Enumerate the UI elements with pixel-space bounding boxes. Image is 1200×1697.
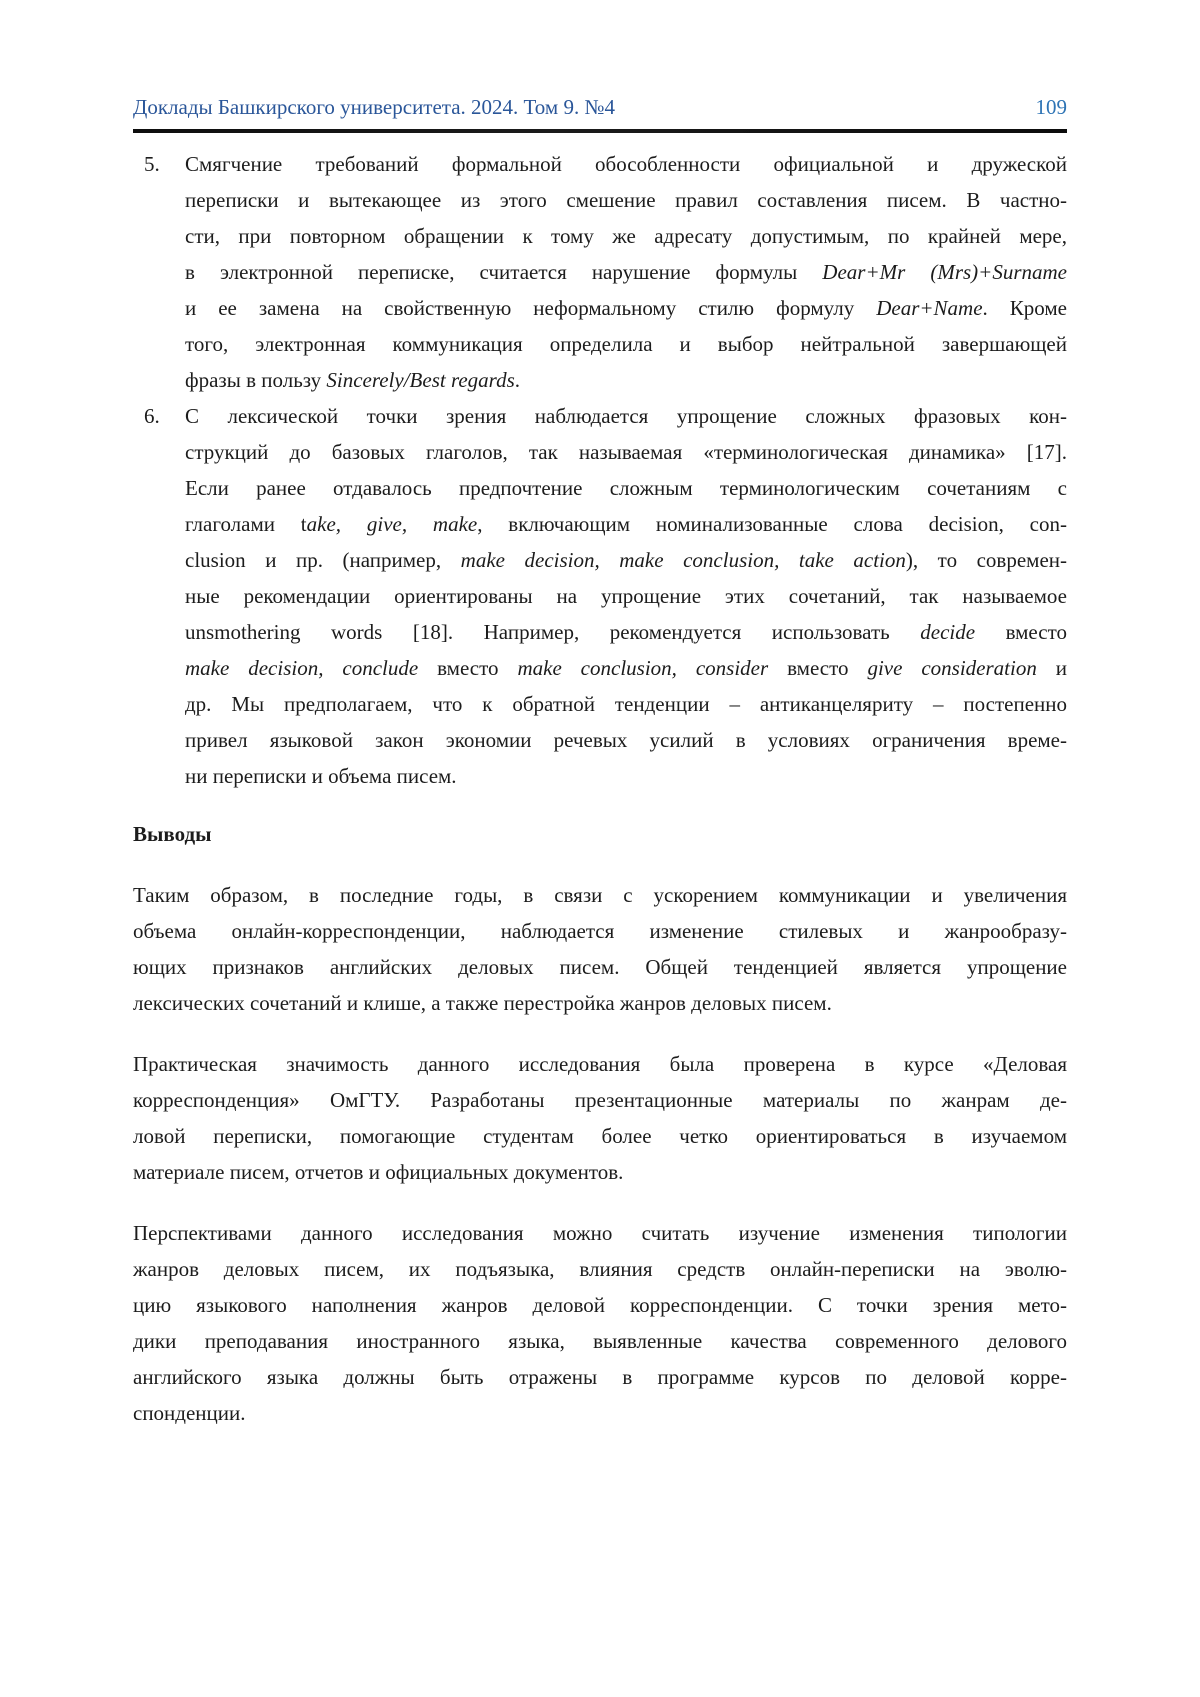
text-line: сти, при повторном обращении к тому же адресату допустимым, по крайней мере, (185, 224, 1067, 248)
text-line: дики преподавания иностранного языка, выявленные качества современного делового (133, 1329, 1067, 1353)
text-line: корреспонденция» ОмГТУ. Разработаны презентационные материалы по жанрам де- (133, 1088, 1067, 1112)
text-line: струкций до базовых глаголов, так называемая «терминологическая динамика» [17]. (185, 440, 1067, 464)
text-line: объема онлайн-корреспонденции, наблюдается изменение стилевых и жанрообразу- (133, 919, 1067, 943)
text-line: привел языковой закон экономии речевых усилий в условиях ограничения време- (185, 728, 1067, 752)
text-line: unsmothering words [18]. Например, рекомендуется использовать decide вместо (185, 620, 1067, 644)
list-item-5 (133, 146, 1067, 398)
text-line: ющих признаков английских деловых писем. Общей тенденцией является упрощение (133, 955, 1067, 979)
conclusions-paragraph (133, 877, 1067, 1021)
text-line: ловой переписки, помогающие студентам более четко ориентироваться в изучаемом (133, 1124, 1067, 1148)
text-line: С лексической точки зрения наблюдается упрощение сложных фразовых кон- (185, 404, 1067, 428)
text-line: английского языка должны быть отражены в программе курсов по деловой корре- (133, 1365, 1067, 1389)
text-line: лексических сочетаний и клише, а также перестройка жанров деловых писем. (133, 991, 832, 1015)
list-item-text (185, 146, 1067, 398)
text-line: жанров деловых писем, их подъязыка, влияния средств онлайн-переписки на эволю- (133, 1257, 1067, 1281)
text-line: Практическая значимость данного исследования была проверена в курсе «Деловая (133, 1052, 1067, 1076)
list-item-number: 5. (144, 152, 160, 176)
text-line: фразы в пользу Sincerely/Best regards. (185, 368, 520, 392)
text-line: др. Мы предполагаем, что к обратной тенденции – антиканцеляриту – постепенно (185, 692, 1067, 716)
numbered-list (133, 146, 1067, 794)
text-line: спонденции. (133, 1401, 246, 1425)
page-header (133, 94, 1067, 120)
text-line: ные рекомендации ориентированы на упрощение этих сочетаний, так называемое (185, 584, 1067, 608)
list-item-6 (133, 398, 1067, 794)
conclusions-heading: Выводы (133, 822, 212, 846)
text-line: переписки и вытекающее из этого смешение правил составления писем. В частно- (185, 188, 1067, 212)
text-line: clusion и пр. (например, make decision, make conclusion, take action), то современ- (185, 548, 1068, 572)
text-line: Если ранее отдавалось предпочтение сложным терминологическим сочетаниям с (185, 476, 1067, 500)
text-line: Таким образом, в последние годы, в связи с ускорением коммуникации и увеличения (133, 883, 1067, 907)
text-line: в электронной переписке, считается нарушение формулы Dear+Mr (Mrs)+Surname (185, 260, 1067, 284)
practical-significance-paragraph (133, 1046, 1067, 1190)
journal-title: Доклады Башкирского университета. 2024. Том 9. №4 (133, 95, 615, 119)
text-line: make decision, conclude вместо make conclusion, consider вместо give consideration и (185, 656, 1067, 680)
text-line: Смягчение требований формальной обособленности официальной и дружеской (185, 152, 1067, 176)
text-line: и ее замена на свойственную неформальному стилю формулу Dear+Name. Кроме (185, 296, 1068, 320)
text-line: того, электронная коммуникация определила и выбор нейтральной завершающей (185, 332, 1067, 356)
perspectives-paragraph (133, 1215, 1067, 1431)
text-line: глаголами take, give, make, включающим номинализованные слова decision, con- (185, 512, 1067, 536)
text-line: цию языкового наполнения жанров деловой корреспонденции. С точки зрения мето- (133, 1293, 1067, 1317)
header-rule (133, 129, 1067, 133)
text-line: ни переписки и объема писем. (185, 764, 457, 788)
page-number: 109 (1035, 95, 1067, 119)
list-item-number: 6. (144, 404, 160, 428)
list-item-text (185, 398, 1067, 794)
text-line: материале писем, отчетов и официальных документов. (133, 1160, 624, 1184)
text-line: Перспективами данного исследования можно считать изучение изменения типологии (133, 1221, 1067, 1245)
